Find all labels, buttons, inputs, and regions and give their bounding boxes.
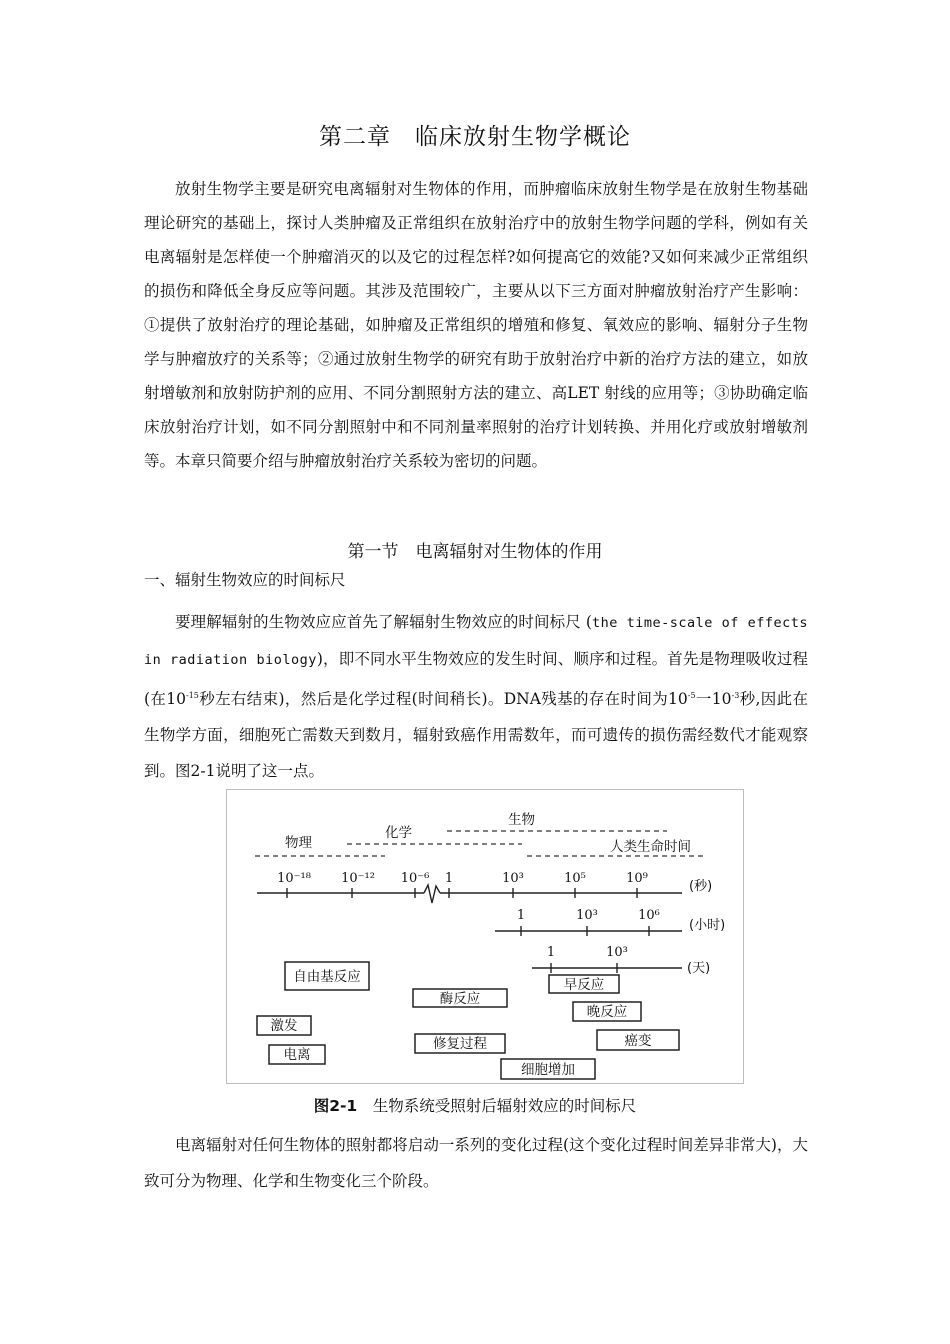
hours-tick-label-2: 10⁶ (638, 908, 660, 923)
box-label-7: 电离 (283, 1047, 311, 1063)
hours-tick-labels (517, 908, 660, 923)
hours-tick-label-0: 1 (516, 908, 526, 923)
para2-part-e: 秒,因此在生物学方面，细胞死亡需数天到数月，辐射致癌作用需数年，而可遗传的损伤需经数代才能观察到。图2-1说明了这一点。 (144, 690, 808, 781)
chapter-title: 第二章 临床放射生物学概论 (319, 124, 631, 150)
caption-text: 生物系统受照射后辐射效应的时间标尺 (372, 1097, 637, 1115)
timescale-figure (226, 789, 744, 1084)
physics-label: 物理 (285, 835, 312, 851)
box-label-0: 自由基反应 (293, 969, 361, 985)
days-tick-labels (547, 945, 628, 960)
section-title: 第一节 电离辐射对生物体的作用 (347, 542, 603, 562)
box-label-6: 癌变 (624, 1033, 652, 1049)
biology-label: 生物 (508, 812, 535, 828)
seconds-tick-labels (277, 871, 648, 886)
box-label-4: 激发 (270, 1018, 298, 1034)
exponent-2: -5 (687, 691, 696, 700)
sec-tick-label-0: 10⁻¹⁸ (277, 871, 311, 886)
exponent-3: -3 (731, 691, 740, 700)
box-label-3: 晚反应 (586, 1004, 628, 1020)
days-axis (532, 963, 682, 973)
para2-part-a: 要理解辐射的生物效应应首先了解辐射生物效应的时间标尺 ( (175, 613, 592, 631)
timescale-paragraph (144, 604, 808, 789)
para2-part-b: )，即不同水平生物效应的发生时间、顺序和过程。首先是物理吸收过程(在10 (144, 650, 808, 709)
sec-tick-label-5: 10⁵ (564, 871, 586, 886)
hours-unit: (小时) (689, 918, 726, 933)
sec-tick-label-4: 10³ (502, 871, 524, 886)
box-label-1: 酶反应 (439, 991, 481, 1007)
hours-tick-label-1: 10³ (576, 908, 598, 923)
timescale-diagram (227, 790, 743, 1083)
para2-part-d: 一10 (695, 690, 732, 709)
subsection-title: 一、辐射生物效应的时间标尺 (144, 571, 346, 589)
exponent-1: -15 (185, 691, 199, 700)
sec-tick-label-2: 10⁻⁶ (400, 871, 430, 886)
human-life-label: 人类生命时间 (610, 839, 691, 855)
closing-paragraph: 电离辐射对任何生物体的照射都将启动一系列的变化过程(这个变化过程时间差异非常大)，大致可分为物理、化学和生物变化三个阶段。 (144, 1136, 808, 1190)
seconds-unit: (秒) (689, 879, 713, 894)
axis-break (424, 885, 440, 903)
para2-english-term: the time-scale of effects in radiation biology (144, 615, 808, 668)
box-label-8: 细胞增加 (521, 1062, 575, 1078)
box-label-2: 早反应 (563, 977, 605, 993)
hours-axis (495, 926, 682, 936)
days-tick-label-0: 1 (546, 945, 556, 960)
caption-label: 图2-1 (313, 1097, 358, 1115)
sec-tick-label-3: 1 (444, 871, 454, 886)
figure-caption (0, 1094, 950, 1116)
seconds-axis (257, 885, 682, 903)
days-unit: (天) (687, 961, 711, 976)
phase-labels (285, 811, 691, 855)
intro-paragraph: 放射生物学主要是研究电离辐射对生物体的作用，而肿瘤临床放射生物学是在放射生物基础理论研究的基础上，探讨人类肿瘤及正常组织在放射治疗中的放射生物学问题的学科，例如有关电离辐射是怎样使一个肿瘤消灭的以及它的过程怎样?如何提高它的效能?又如何来减少正常组织的损伤和降低全身反应等问题。其涉及范围较广，主要从以下三方面对肿瘤放射治疗产生影响：①提供了放射治疗的理论基础，如肿瘤及正常组织的增殖和修复、氧效应的影响、辐射分子生物学与肿瘤放疗的关系等；②通过放射生物学的研究有助于放射治疗中新的治疗方法的建立，如放射增敏剂和放射防护剂的应用、不同分割照射方法的建立、高LET 射线的应用等；③协助确定临床放射治疗计划，如不同分割照射中和不同剂量率照射的治疗计划转换、并用化疗或放射增敏剂等。本章只简要介绍与肿瘤放射治疗关系较为密切的问题。 (144, 180, 808, 470)
chemistry-label: 化学 (385, 825, 412, 841)
sec-tick-label-1: 10⁻¹² (341, 871, 375, 886)
para2-part-c: 秒左右结束)，然后是化学过程(时间稍长)。DNA残基的存在时间为10 (198, 690, 688, 709)
days-tick-label-1: 10³ (606, 945, 628, 960)
box-label-5: 修复过程 (433, 1036, 487, 1052)
sec-tick-label-6: 10⁹ (626, 871, 648, 886)
